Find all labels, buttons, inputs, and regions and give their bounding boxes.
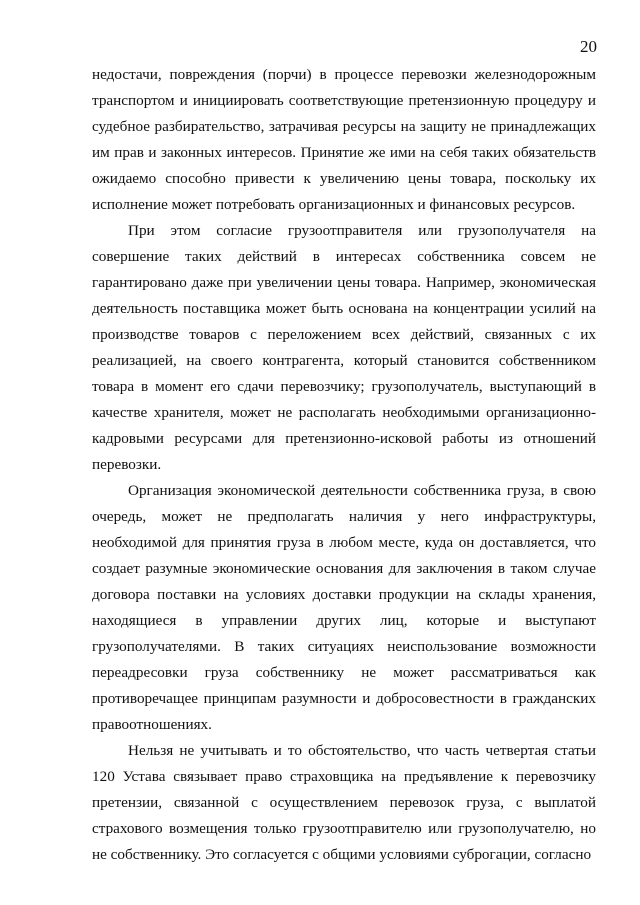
paragraph: Нельзя не учитывать и то обстоятельство, что часть четвертая статьи 120 Устава связывает право страховщика на предъявление к перевозчику претензии, связанной с осуществлением перевозок груза, с выплатой страхового возмещения только грузоотправителю или грузополучателю, но не собственнику. Это согласуется с общими условиями суброгации, согласно (92, 742, 596, 863)
page-number: 20 (580, 37, 597, 56)
paragraph: При этом согласие грузоотправителя или грузополучателя на совершение таких действий в интересах собственника совсем не гарантировано даже при увеличении цены товара. Например, экономическая деятельность поставщика может быть основана на концентрации усилий на производстве товаров с переложением всех действий, связанных с их реализацией, на своего контрагента, который становится собственником товара в момент его сдачи перевозчику; грузополучатель, выступающий в качестве хранителя, может не располагать необходимыми организационно-кадровыми ресурсами для претензионно-исковой работы из отношений перевозки. (92, 222, 596, 473)
paragraph: Организация экономической деятельности собственника груза, в свою очередь, может не предполагать наличия у него инфраструктуры, необходимой для принятия груза в любом месте, куда он доставляется, что создает разумные экономические основания для заключения в таком случае договора поставки на условиях доставки продукции на склады хранения, находящиеся в управлении других лиц, которые и выступают грузополучателями. В таких ситуациях неиспользование возможности переадресовки груза собственнику не может рассматриваться как противоречащее принципам разумности и добросовестности в гражданских правоотношениях. (92, 482, 596, 733)
paragraph-continuation: недостачи, повреждения (порчи) в процессе перевозки железнодорожным транспортом и инициировать соответствующие претензионную процедуру и судебное разбирательство, затрачивая ресурсы на защиту не принадлежащих им прав и законных интересов. Принятие же ими на себя таких обязательств ожидаемо способно привести к увеличению цены товара, поскольку их исполнение может потребовать организационных и финансовых ресурсов. (92, 66, 596, 213)
document-body (92, 62, 596, 868)
